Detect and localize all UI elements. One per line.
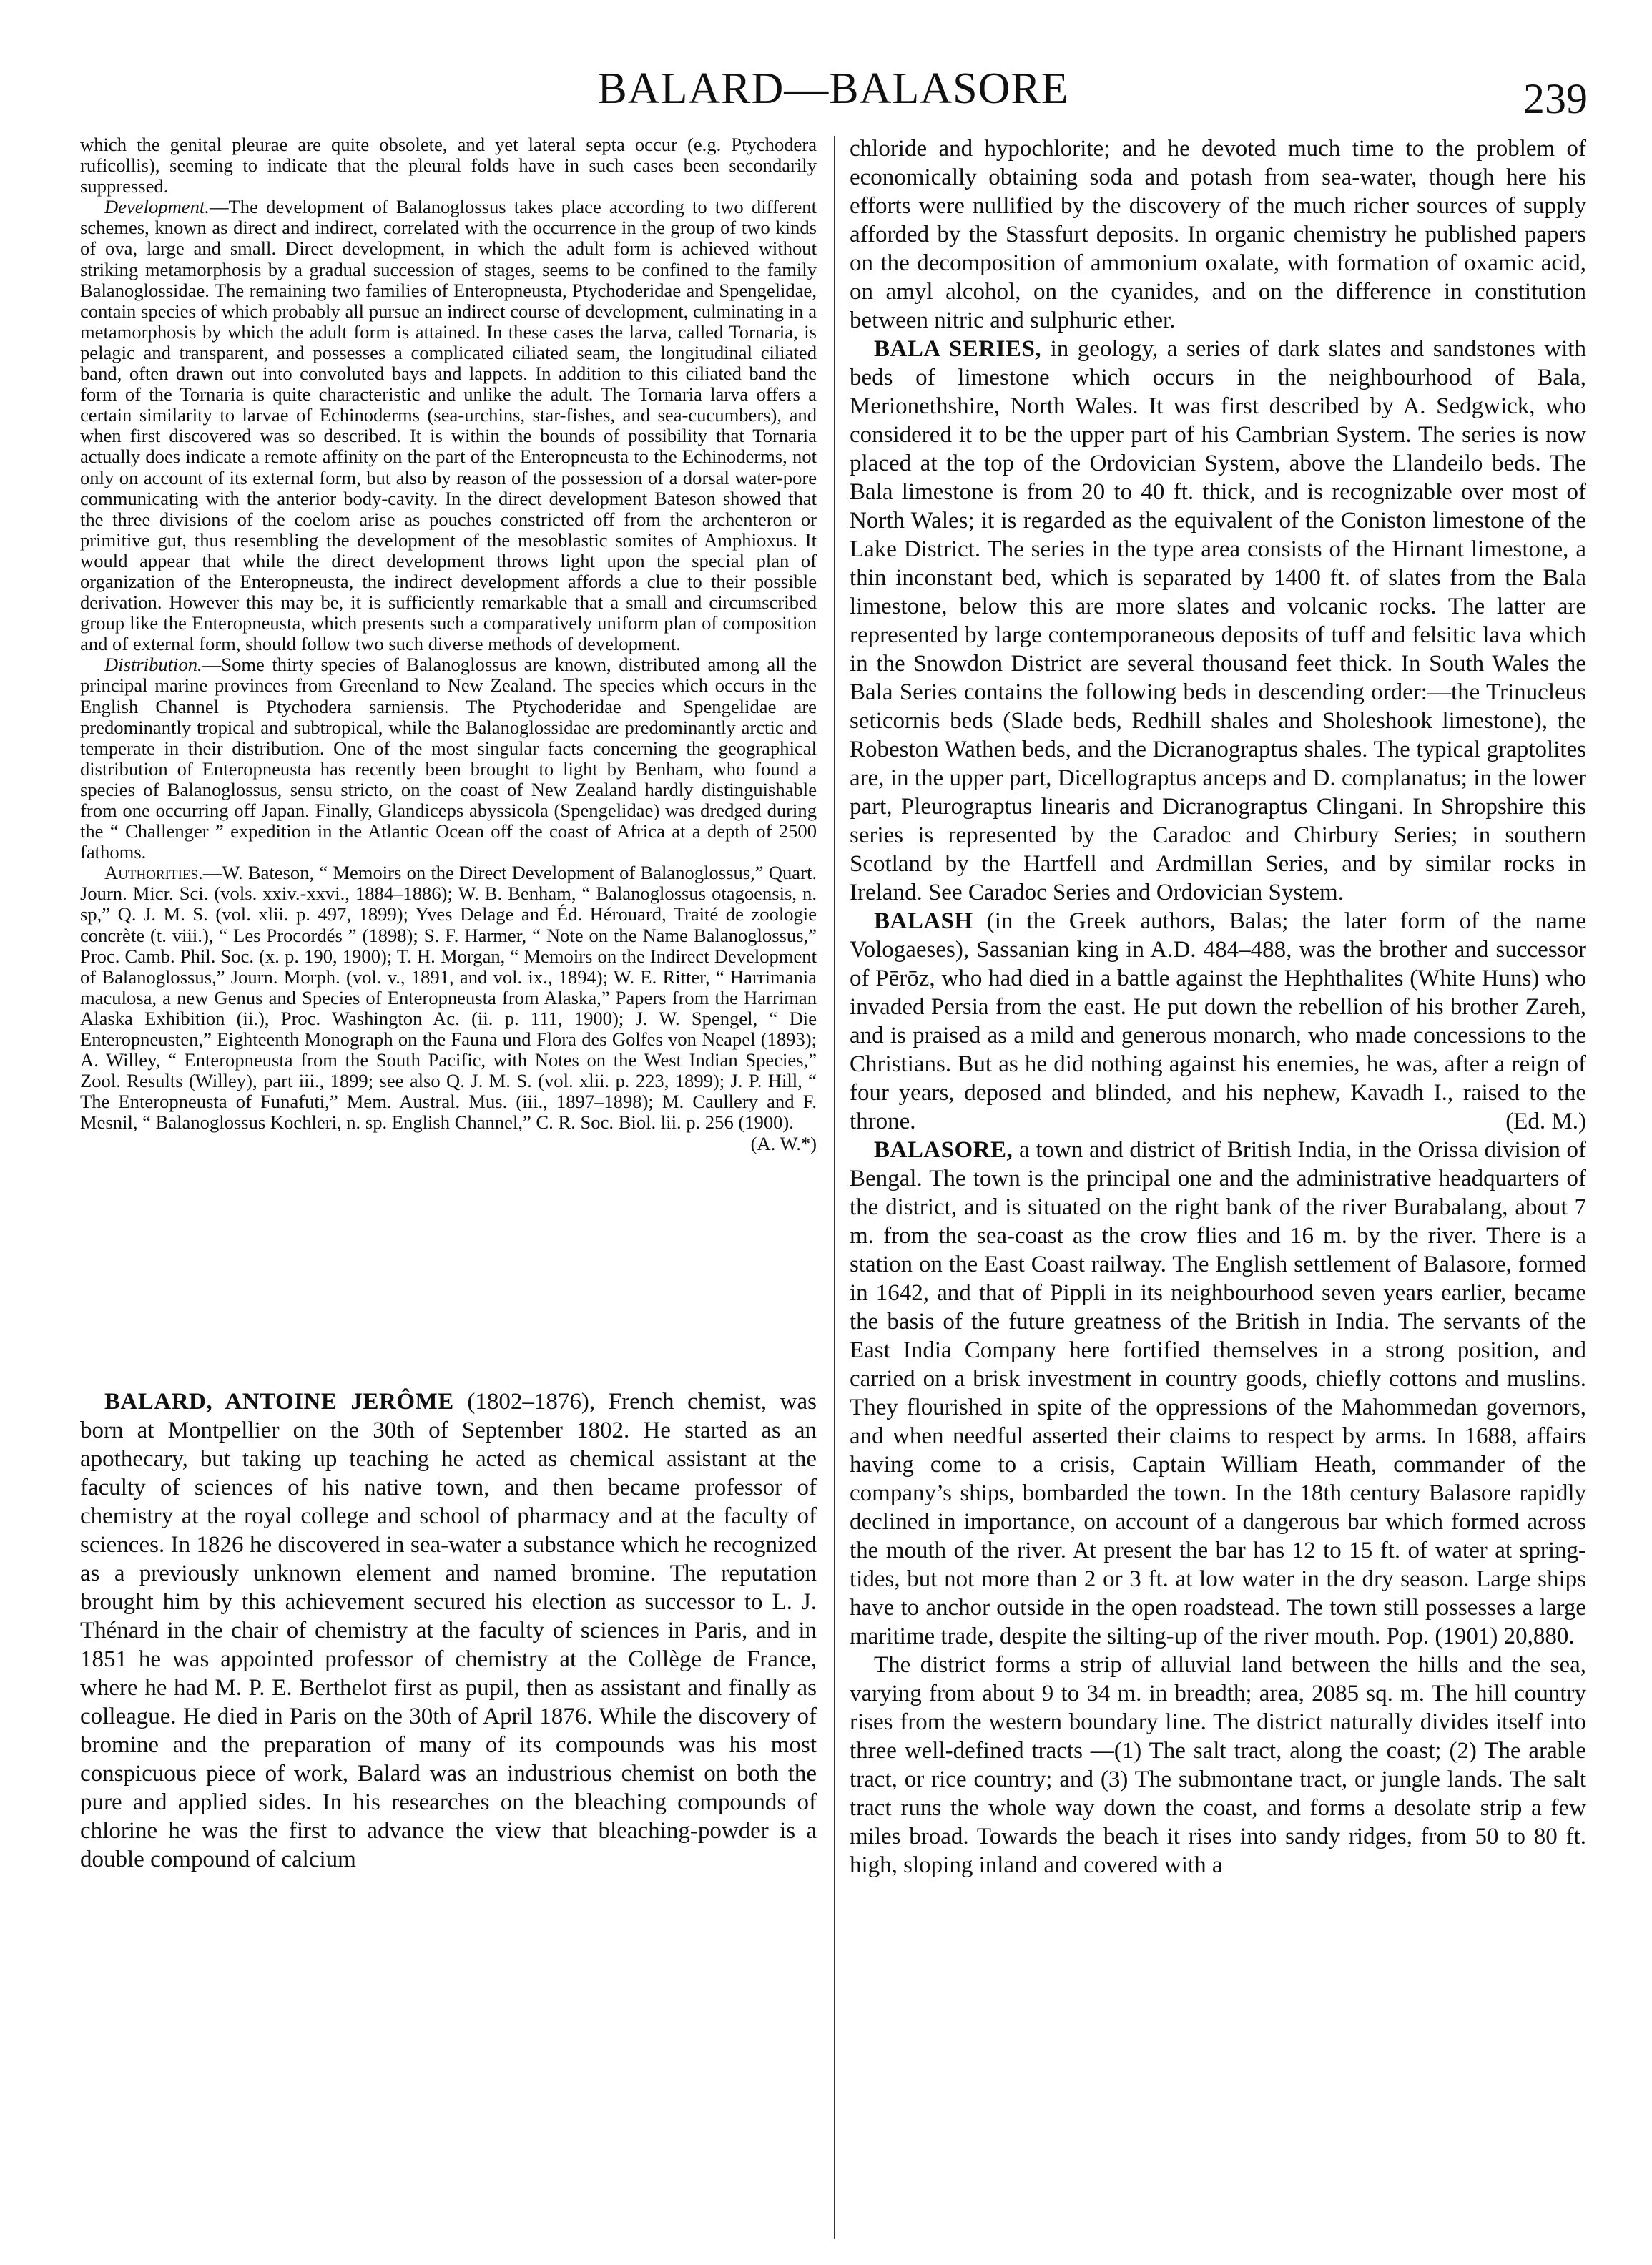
- column-divider: [834, 136, 835, 2239]
- editor-signature: (Ed. M.): [1505, 1109, 1586, 1134]
- paragraph-authorities: [80, 862, 817, 1154]
- section-head-development: Development.: [104, 196, 210, 218]
- paragraph-distribution: [80, 654, 817, 863]
- article-balash: [850, 907, 1586, 1136]
- section-head-authorities: Authorities.: [104, 862, 203, 884]
- article-balasore: [850, 1136, 1586, 1651]
- paragraph-authorities-text: —W. Bateson, “ Memoirs on the Direct Development of Balanoglossus,” Quart. Journ. Micr. Sci. (vols. xxiv.-xxvi., 1884–1886); W. B. Benham, “ Balanoglossus otagoensis, n. sp,” Q. J. M. S. (vol. xlii. p. 497, 1899); Yves Delage and Éd. Hérouard, Traité de zoologie concrète (t. viii.), “ Les Procordés ” (1898); S. F. Harmer, “ Note on the Name Balanoglossus,” Proc. Camb. Phil. Soc. (x. p. 190, 1900); T. H. Morgan, “ Memoirs on the Indirect Development of Balanoglossus,” Journ. Morph. (vol. v., 1891, and vol. ix., 1894); W. E. Ritter, “ Harrimania maculosa, a new Genus and Species of Enteropneusta from Alaska,” Papers from the Harriman Alaska Exhibition (ii.), Proc. Washington Ac. (ii. p. 111, 1900); J. W. Spengel, “ Die Enteropneusten,” Eighteenth Monograph on the Fauna und Flora des Golfes von Neapel (1893); A. Willey, “ Enteropneusta from the South Pacific, with Notes on the West Indian Species,” Zool. Results (Willey), part iii., 1899; see also Q. J. M. S. (vol. xlii. p. 223, 1899); J. P. Hill, “ The Enteropneusta of Funafuti,” Mem. Austral. Mus. (iii., 1897–1898); M. Caullery and F. Mesnil, “ Balanoglossus Kochleri, n. sp. English Channel,” C. R. Soc. Biol. lii. p. 256 (1900).: [80, 862, 817, 1134]
- paragraph-distribution-text: —Some thirty species of Balanoglossus are known, distributed among all the principal marine provinces from Greenland to New Zealand. The species which occurs in the English Channel is Ptychodera sarniensis. The Ptychoderidae and Spengelidae are predominantly tropical and subtropical, while the Balanoglossidae are predominantly arctic and temperate in their distribution. One of the most singular facts concerning the geographical distribution of Enteropneusta has recently been brought to light by Benham, who found a species of Balanoglossus, sensu stricto, on the coast of New Zealand hardly distinguishable from one occurring off Japan. Finally, Glandiceps abyssicola (Spengelidae) was dredged during the “ Challenger ” expedition in the Atlantic Ocean off the coast of Africa at a depth of 2500 fathoms.: [80, 654, 817, 863]
- paragraph-balasore-district: The district forms a strip of alluvial land between the hills and the sea, varying from about 9 to 34 m. in breadth; area, 2085 sq. m. The hill country rises from the western boundary line. The district naturally divides itself into three well-defined tracts —(1) The salt tract, along the coast; (2) The arable tract, or rice country; and (3) The submontane tract, or jungle lands. The salt tract runs the whole way down the coast, and forms a desolate strip a few miles broad. Towards the beach it rises into sandy ridges, from 50 to 80 ft. high, sloping inland and covered with a: [850, 1652, 1586, 1878]
- running-header: [79, 63, 1588, 120]
- left-column: [80, 134, 817, 1154]
- article-balard: [80, 1387, 817, 1874]
- paragraph-pleurae: which the genital pleurae are quite obsolete, and yet lateral septa occur (e.g. Ptychodera ruficollis), seeming to indicate that the pleural folds have in such cases been secondarily suppressed.: [80, 134, 817, 197]
- paragraph-balard-continued: chloride and hypochlorite; and he devoted much time to the problem of economically obtaining soda and potash from sea-water, though here his efforts were nullified by the discovery of the much richer sources of supply afforded by the Stassfurt deposits. In organic chemistry he published papers on the decomposition of ammonium oxalate, with formation of oxamic acid, on amyl alcohol, on the cyanides, and on the difference in constitution between nitric and sulphuric ether.: [850, 136, 1586, 333]
- paragraph-development-text: —The development of Balanoglossus takes place according to two different schemes, known as direct and indirect, correlated with the occurrence in the group of two kinds of ova, large and small. Direct development, in which the adult form is achieved without striking metamorphosis by a gradual succession of stages, seems to be confined to the family Balanoglossidae. The remaining two families of Enteropneusta, Ptychoderidae and Spengelidae, contain species of which probably all pursue an indirect course of development, culminating in a metamorphosis by which the adult form is attained. In these cases the larva, called Tornaria, is pelagic and transparent, and possesses a complicated ciliated seam, the longitudinal ciliated band, often drawn out into convoluted bays and lappets. In addition to this ciliated band the form of the Tornaria is quite characteristic and unlike the adult. The Tornaria larva offers a certain similarity to larvae of Echinoderms (sea-urchins, star-fishes, and sea-cucumbers), and when first discovered was so described. It is within the bounds of possibility that Tornaria actually does indicate a remote affinity on the part of the Enteropneusta to the Echinoderms, not only on account of its external form, but also by reason of the possession of a dorsal water-pore communicating with the anterior body-cavity. In the direct development Bateson showed that the three divisions of the coelom arise as pouches constricted off from the archenteron or primitive gut, thus resembling the development of the mesoblastic somites of Amphioxus. It would appear that while the direct development throws light upon the special plan of organization of the Enteropneusta, the indirect development affords a clue to their possible derivation. However this may be, it is sufficiently remarkable that a small and circumscribed group like the Enteropneusta, which presents such a comparatively uniform plan of composition and of external form, should follow two such diverse methods of development.: [80, 196, 817, 655]
- article-bala-series-text: in geology, a series of dark slates and sandstones with beds of limestone which occurs in the neighbourhood of Bala, Merionethshire, North Wales. It was first described by A. Sedgwick, who considered it to be the upper part of his Cambrian System. The series is now placed at the top of the Ordovician System, above the Llandeilo beds. The Bala limestone is from 20 to 40 ft. thick, and is recognizable over most of North Wales; it is regarded as the equivalent of the Coniston limestone of the Lake District. The series in the type area consists of the Hirnant limestone, a thin inconstant bed, which is separated by 1400 ft. of slates from the Bala limestone, below this are more slates and volcanic rocks. The latter are represented by large contemporaneous deposits of tuff and felsitic lava which in the Snowdon District are several thousand feet thick. In South Wales the Bala Series contains the following beds in descending order:—the Trinucleus seticornis beds (Slade beds, Redhill shales and Sholeshook limestone), the Robeston Wathen beds, and the Dicranograptus shales. The typical graptolites are, in the upper part, Dicellograptus anceps and D. complanatus; in the lower part, Pleurograptus linearis and Dicranograptus Clingani. In Shropshire this series is represented by the Caradoc and Chirbury Series; in southern Scotland by the Hartfell and Ardmillan Series, and by similar rocks in Ireland. See Caradoc Series and Ordovician System.: [850, 336, 1587, 905]
- author-signature: (A. W.*): [750, 1132, 817, 1154]
- page-title: BALARD—BALASORE: [597, 64, 1069, 113]
- headword-balash: BALASH: [874, 908, 973, 934]
- article-bala-series: [850, 335, 1586, 907]
- headword-balard: BALARD, ANTOINE JERÔME: [104, 1389, 454, 1415]
- left-column-balard: [80, 1387, 817, 1874]
- article-balash-text: (in the Greek authors, Balas; the later form of the name Vologaeses), Sassanian king in A.D. 484–488, was the brother and successor of Pērōz, who had died in a battle against the Hephthalites (White Huns) who invaded Persia from the east. He put down the rebellion of his brother Zareh, and is praised as a mild and generous monarch, who made concessions to the Christians. But as he did nothing against his enemies, he was, after a reign of four years, deposed and blinded, and his nephew, Kavadh I., raised to the throne.: [850, 908, 1586, 1134]
- section-head-distribution: Distribution.: [104, 654, 202, 676]
- right-column: [850, 134, 1586, 1880]
- paragraph-development: [80, 197, 817, 654]
- article-balard-text: (1802–1876), French chemist, was born at Montpellier on the 30th of September 1802. He started as an apothecary, but taking up teaching he acted as chemical assistant at the faculty of sciences of his native town, and then became professor of chemistry at the royal college and school of pharmacy and at the faculty of sciences. In 1826 he discovered in sea-water a substance which he recognized as a previously unknown element and named bromine. The reputation brought him by this achievement secured his election as successor to L. J. Thénard in the chair of chemistry at the faculty of sciences in Paris, and in 1851 he was appointed professor of chemistry at the Collège de France, where he had M. P. E. Berthelot first as pupil, then as assistant and finally as colleague. He died in Paris on the 30th of April 1876. While the discovery of bromine and the preparation of many of its compounds was his most conspicuous piece of work, Balard was an industrious chemist on both the pure and applied sides. In his researches on the bleaching compounds of chlorine he was the first to advance the view that bleaching-powder is a double compound of calcium: [80, 1389, 817, 1872]
- page-number: 239: [1523, 75, 1588, 122]
- headword-balasore: BALASORE,: [874, 1137, 1013, 1163]
- article-balasore-text: a town and district of British India, in the Orissa division of Bengal. The town is the principal one and the administrative headquarters of the district, and is situated on the right bank of the river Burabalang, about 7 m. from the sea-coast as the crow flies and 16 m. by the river. There is a station on the East Coast railway. The English settlement of Balasore, formed in 1642, and that of Pippli in its neighbourhood seven years earlier, became the basis of the future greatness of the British in India. The servants of the East India Company here fortified themselves in a strong position, and carried on a brisk investment in country goods, chiefly cottons and muslins. They flourished in spite of the oppressions of the Mahommedan governors, and when needful asserted their claims to respect by arms. In 1688, affairs having come to a crisis, Captain William Heath, commander of the company’s ships, bombarded the town. In the 18th century Balasore rapidly declined in importance, on account of a dangerous bar which formed across the mouth of the river. At present the bar has 12 to 15 ft. of water at spring-tides, but not more than 2 or 3 ft. at low water in the dry season. Large ships have to anchor outside in the open roadstead. The town still possesses a large maritime trade, despite the silting-up of the river mouth. Pop. (1901) 20,880.: [850, 1137, 1586, 1649]
- headword-bala-series: BALA SERIES,: [874, 336, 1042, 362]
